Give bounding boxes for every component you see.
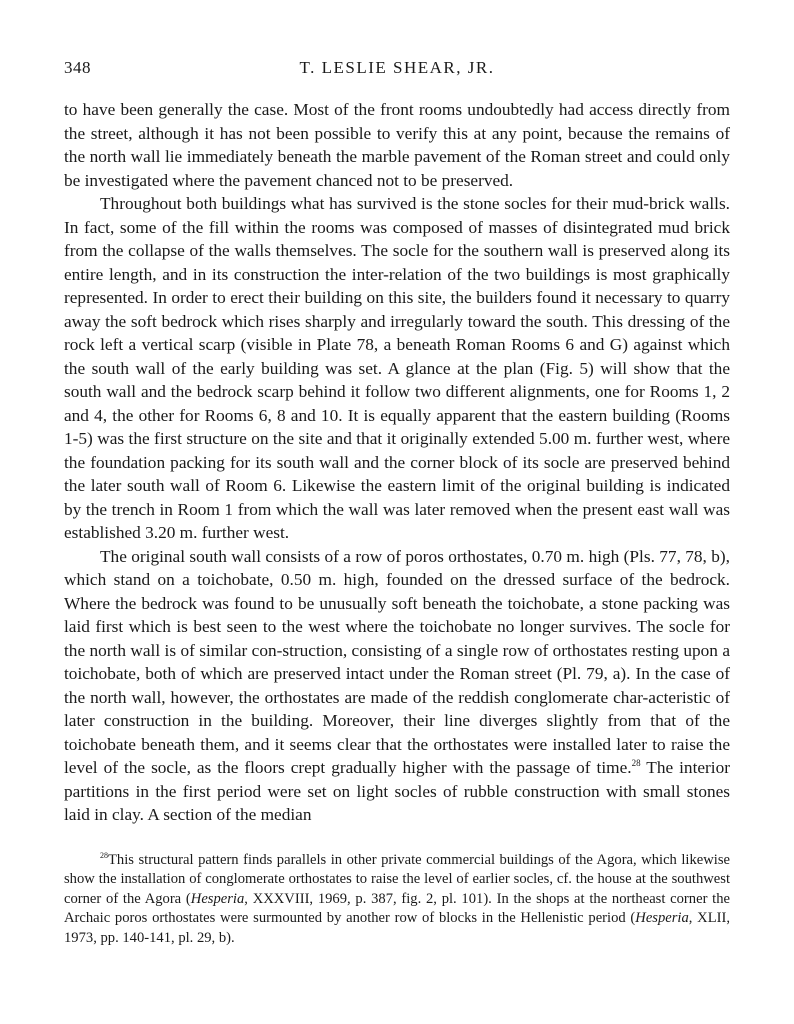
- paragraph-3: [64, 545, 730, 827]
- paragraph-3-text-after-note: The interior partitions in the first period were set on light socles of rubble construction with small stones laid in clay. A section of the median: [64, 758, 730, 824]
- paragraph-3-text-before-note: The original south wall consists of a row of poros orthostates, 0.70 m. high (Pls. 77, 78, b), which stand on a toichobate, 0.50 m. high, founded on the dressed surface of the bedrock. Where the bedrock was found to be unusually soft beneath the toichobate, a stone packing was laid first which is best seen to the west where the toichobate no longer survives. The socle for the north wall is of similar con-struction, consisting of a single row of orthostates resting upon a toichobate, both of which are preserved intact under the Roman street (Pl. 79, a). In the case of the north wall, however, the orthostates are made of the reddish conglomerate char-acteristic of later construction in the building. Moreover, their line diverges slightly from that of the toichobate beneath them, and it seems clear that the orthostates were installed later to raise the level of the socle, as the floors crept gradually higher with the passage of time.: [64, 546, 730, 777]
- footnote-text-2: , XXXVIII, 1969, p. 387, fig. 2, pl. 101). In the shops at the northeast corner the Archaic poros orthostates were surmounted by another row of blocks in the Hellenistic period (: [64, 890, 731, 926]
- body-text: [64, 98, 730, 827]
- footnote: [64, 851, 730, 949]
- running-head: [64, 58, 730, 84]
- footnote-text-3: , XLII, 1973, pp. 140-141, pl. 29, b).: [64, 910, 731, 946]
- running-title: T. LESLIE SHEAR, JR.: [299, 58, 495, 77]
- paragraph-1: to have been generally the case. Most of the front rooms undoubtedly had access directly from the street, although it has not been possible to verify this at any point, because the remains of the north wall lie immediately beneath the marble pavement of the Roman street and could only be investigated where the pavement chanced not to be preserved.: [64, 100, 730, 190]
- paragraph-2: Throughout both buildings what has survived is the stone socles for their mud-brick walls. In fact, some of the fill within the rooms was composed of masses of disintegrated mud brick from the collapse of the walls themselves. The socle for the southern wall is preserved along its entire length, and in its construction the inter-relation of the two buildings is most graphically represented. In order to erect their building on this site, the builders found it necessary to quarry away the soft bedrock which rises sharply and irregularly toward the south. This dressing of the rock left a vertical scarp (visible in Plate 78, a beneath Roman Rooms 6 and G) against which the south wall of the early building was set. A glance at the plan (Fig. 5) will show that the south wall and the bedrock scarp behind it follow two different alignments, one for Rooms 1, 2 and 4, the other for Rooms 6, 8 and 10. It is equally apparent that the eastern building (Rooms 1-5) was the first structure on the site and that it originally extended 5.00 m. further west, where the foundation packing for its south wall and the corner block of its socle are preserved behind the later south wall of Room 6. Likewise the eastern limit of the original building is indicated by the trench in Room 1 from which the wall was later removed when the present east wall was established 3.20 m. further west.: [64, 194, 730, 542]
- footnote-reference[interactable]: 28: [631, 758, 641, 769]
- footnote-number: 28: [100, 850, 108, 860]
- page-number: 348: [64, 58, 91, 77]
- footnote-text-1: This structural pattern finds parallels in other private commercial buildings of the Agora, which likewise show the installation of conglomerate orthostates to raise the level of earlier socles, cf. the house at the southwest corner of the Agora (: [64, 851, 730, 907]
- footnote-journal-2: Hesperia: [635, 910, 689, 926]
- footnote-journal-1: Hesperia: [190, 890, 245, 907]
- page: [64, 58, 730, 948]
